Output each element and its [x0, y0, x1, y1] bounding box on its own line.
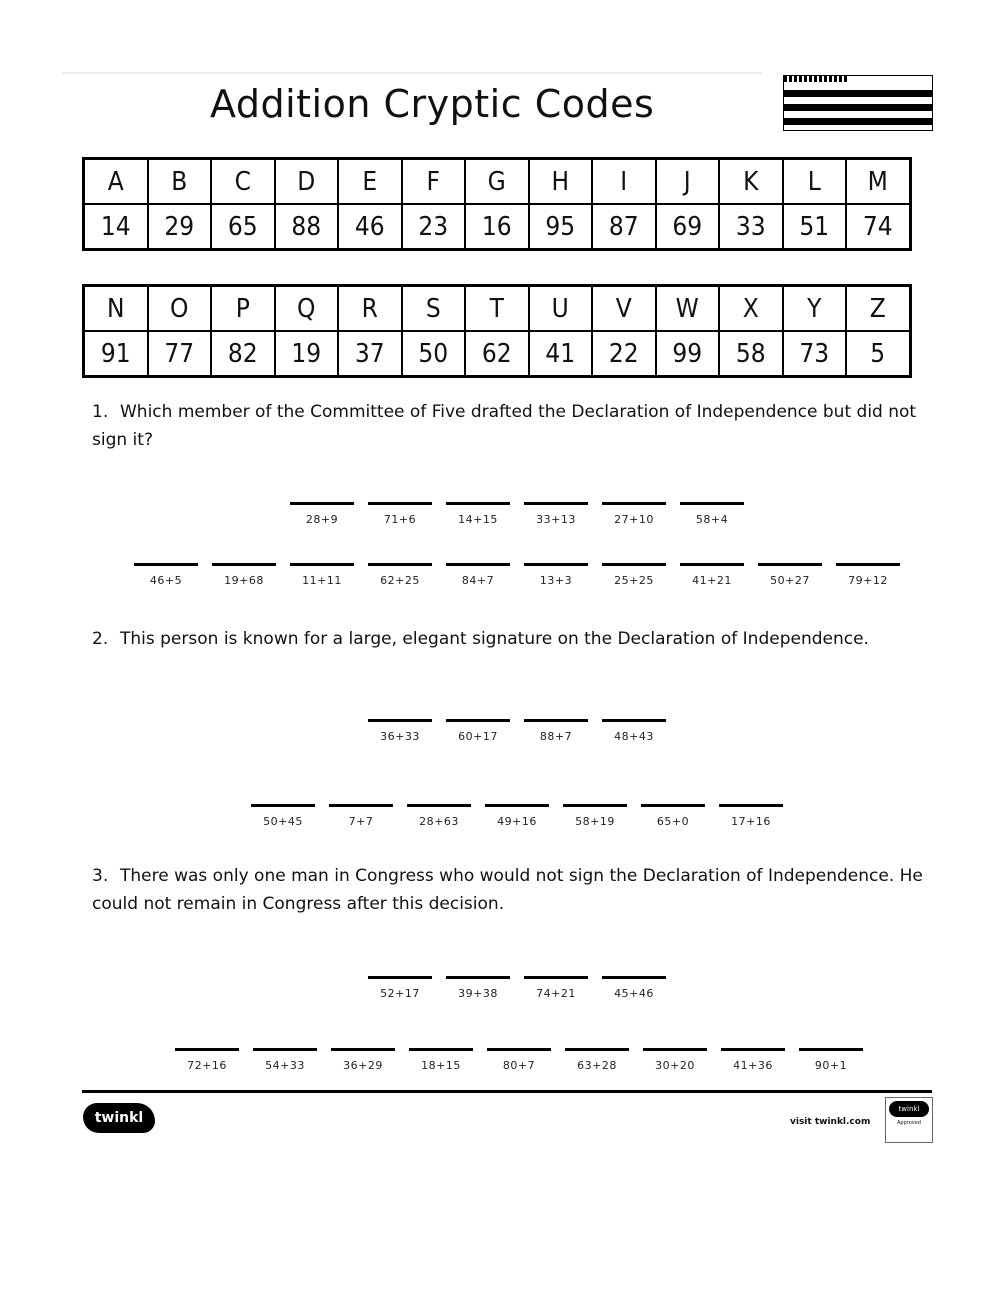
code-value: 77	[148, 331, 212, 377]
answer-line	[446, 502, 510, 505]
sum-clue: 28+63	[419, 815, 459, 828]
answer-blank[interactable]	[602, 719, 666, 743]
answer-line	[524, 563, 588, 566]
code-value: 14	[84, 204, 148, 250]
code-value: 91	[84, 331, 148, 377]
code-letter: D	[275, 159, 339, 205]
answer-line	[602, 719, 666, 722]
answer-blank[interactable]	[446, 502, 510, 526]
answer-blank[interactable]	[641, 804, 705, 828]
code-value: 95	[529, 204, 593, 250]
code-letter: W	[656, 286, 720, 332]
answer-blank[interactable]	[799, 1048, 863, 1072]
answer-blank[interactable]	[407, 804, 471, 828]
answer-line	[487, 1048, 551, 1051]
answer-row	[134, 563, 900, 587]
answer-line	[563, 804, 627, 807]
code-value: 99	[656, 331, 720, 377]
code-letter: M	[846, 159, 910, 205]
code-letter: P	[211, 286, 275, 332]
code-letter: V	[592, 286, 656, 332]
answer-line	[602, 976, 666, 979]
code-letter: F	[402, 159, 466, 205]
answer-line	[758, 563, 822, 566]
answer-blank[interactable]	[368, 502, 432, 526]
sum-clue: 50+27	[770, 574, 810, 587]
code-value: 19	[275, 331, 339, 377]
answer-line	[721, 1048, 785, 1051]
sum-clue: 28+9	[305, 513, 339, 526]
answer-blank[interactable]	[643, 1048, 707, 1072]
sum-clue: 60+17	[458, 730, 498, 743]
code-value: 50	[402, 331, 466, 377]
answer-blank[interactable]	[524, 563, 588, 587]
code-value: 88	[275, 204, 339, 250]
code-letter: I	[592, 159, 656, 205]
answer-blank[interactable]	[446, 563, 510, 587]
answer-line	[565, 1048, 629, 1051]
answer-blank[interactable]	[368, 976, 432, 1000]
sum-clue: 19+68	[224, 574, 264, 587]
answer-line	[251, 804, 315, 807]
answer-blank[interactable]	[485, 804, 549, 828]
sum-clue: 63+28	[577, 1059, 617, 1072]
answer-blank[interactable]	[524, 719, 588, 743]
sum-clue: 80+7	[502, 1059, 536, 1072]
answer-line	[368, 976, 432, 979]
code-value: 29	[148, 204, 212, 250]
code-letter: G	[465, 159, 529, 205]
answer-blank[interactable]	[409, 1048, 473, 1072]
answer-blank[interactable]	[602, 976, 666, 1000]
sum-clue: 30+20	[655, 1059, 695, 1072]
answer-row	[251, 804, 783, 828]
answer-line	[643, 1048, 707, 1051]
code-value: 33	[719, 204, 783, 250]
answer-line	[524, 976, 588, 979]
code-letter: X	[719, 286, 783, 332]
answer-line	[407, 804, 471, 807]
answer-line	[175, 1048, 239, 1051]
answer-line	[719, 804, 783, 807]
code-letter: J	[656, 159, 720, 205]
answer-blank[interactable]	[251, 804, 315, 828]
answer-line	[368, 563, 432, 566]
answer-blank[interactable]	[329, 804, 393, 828]
question-2: 2. This person is known for a large, elegant signature on the Declaration of Independence.	[92, 629, 869, 649]
answer-line	[134, 563, 198, 566]
answer-blank[interactable]	[758, 563, 822, 587]
sum-clue: 71+6	[383, 513, 417, 526]
code-value: 51	[783, 204, 847, 250]
sum-clue: 49+16	[497, 815, 537, 828]
code-letter: A	[84, 159, 148, 205]
answer-line	[485, 804, 549, 807]
sum-clue: 50+45	[263, 815, 303, 828]
code-value: 69	[656, 204, 720, 250]
sum-clue: 13+3	[539, 574, 573, 587]
sum-clue: 84+7	[461, 574, 495, 587]
code-value: 74	[846, 204, 910, 250]
code-letter: Q	[275, 286, 339, 332]
sum-clue: 11+11	[302, 574, 342, 587]
code-value: 58	[719, 331, 783, 377]
answer-line	[331, 1048, 395, 1051]
code-letter: C	[211, 159, 275, 205]
answer-blank[interactable]	[446, 719, 510, 743]
code-value: 22	[592, 331, 656, 377]
answer-blank[interactable]	[290, 502, 354, 526]
code-letter: N	[84, 286, 148, 332]
sum-clue: 14+15	[458, 513, 498, 526]
sum-clue: 46+5	[149, 574, 183, 587]
sum-clue: 7+7	[348, 815, 374, 828]
code-value: 73	[783, 331, 847, 377]
answer-line	[290, 502, 354, 505]
answer-blank[interactable]	[368, 563, 432, 587]
answer-line	[409, 1048, 473, 1051]
sum-clue: 36+29	[343, 1059, 383, 1072]
footer-divider	[82, 1090, 932, 1093]
code-letter: L	[783, 159, 847, 205]
sum-clue: 58+4	[695, 513, 729, 526]
answer-blank[interactable]	[175, 1048, 239, 1072]
code-value: 62	[465, 331, 529, 377]
sum-clue: 45+46	[614, 987, 654, 1000]
sum-clue: 72+16	[187, 1059, 227, 1072]
sum-clue: 65+0	[656, 815, 690, 828]
sum-clue: 58+19	[575, 815, 615, 828]
sum-clue: 41+36	[733, 1059, 773, 1072]
sum-clue: 74+21	[536, 987, 576, 1000]
twinkl-logo: twinkl	[83, 1103, 155, 1133]
answer-line	[602, 502, 666, 505]
answer-blank[interactable]	[563, 804, 627, 828]
answer-blank[interactable]	[719, 804, 783, 828]
sum-clue: 25+25	[614, 574, 654, 587]
code-table-n-z	[82, 284, 912, 378]
answer-row	[290, 502, 744, 526]
answer-line	[253, 1048, 317, 1051]
answer-blank[interactable]	[602, 563, 666, 587]
answer-line	[680, 563, 744, 566]
answer-blank[interactable]	[134, 563, 198, 587]
answer-line	[799, 1048, 863, 1051]
sum-clue: 39+38	[458, 987, 498, 1000]
code-value: 46	[338, 204, 402, 250]
sum-clue: 27+10	[614, 513, 654, 526]
answer-line	[641, 804, 705, 807]
answer-line	[602, 563, 666, 566]
answer-blank[interactable]	[253, 1048, 317, 1072]
sum-clue: 36+33	[380, 730, 420, 743]
answer-blank[interactable]	[680, 502, 744, 526]
code-value: 41	[529, 331, 593, 377]
answer-row	[175, 1048, 863, 1072]
answer-blank[interactable]	[836, 563, 900, 587]
sum-clue: 33+13	[536, 513, 576, 526]
answer-line	[680, 502, 744, 505]
sum-clue: 79+12	[848, 574, 888, 587]
us-flag-icon	[783, 75, 933, 131]
answer-blank[interactable]	[680, 563, 744, 587]
code-value: 87	[592, 204, 656, 250]
answer-blank[interactable]	[524, 976, 588, 1000]
sum-clue: 90+1	[814, 1059, 848, 1072]
top-divider	[62, 72, 762, 74]
question-1: 1. Which member of the Committee of Five drafted the Declaration of Independence but did not sign it?	[92, 402, 917, 450]
sum-clue: 17+16	[731, 815, 771, 828]
code-letter: E	[338, 159, 402, 205]
answer-blank[interactable]	[290, 563, 354, 587]
code-value: 16	[465, 204, 529, 250]
sum-clue: 62+25	[380, 574, 420, 587]
answer-blank[interactable]	[368, 719, 432, 743]
answer-line	[329, 804, 393, 807]
code-letter: B	[148, 159, 212, 205]
answer-line	[524, 502, 588, 505]
answer-row	[368, 719, 666, 743]
answer-line	[212, 563, 276, 566]
code-letter: Z	[846, 286, 910, 332]
answer-line	[446, 719, 510, 722]
code-table-a-m	[82, 157, 912, 251]
answer-blank[interactable]	[524, 502, 588, 526]
code-value: 82	[211, 331, 275, 377]
code-value: 37	[338, 331, 402, 377]
answer-blank[interactable]	[446, 976, 510, 1000]
code-letter: S	[402, 286, 466, 332]
code-letter: K	[719, 159, 783, 205]
answer-line	[368, 502, 432, 505]
sum-clue: 52+17	[380, 987, 420, 1000]
answer-line	[446, 563, 510, 566]
answer-row	[368, 976, 666, 1000]
sum-clue: 41+21	[692, 574, 732, 587]
sum-clue: 48+43	[614, 730, 654, 743]
sum-clue: 18+15	[421, 1059, 461, 1072]
website-link[interactable]: visit twinkl.com	[790, 1117, 871, 1127]
answer-line	[524, 719, 588, 722]
answer-blank[interactable]	[331, 1048, 395, 1072]
code-letter: U	[529, 286, 593, 332]
answer-line	[290, 563, 354, 566]
code-letter: T	[465, 286, 529, 332]
code-letter: O	[148, 286, 212, 332]
code-letter: H	[529, 159, 593, 205]
answer-line	[836, 563, 900, 566]
question-3: 3. There was only one man in Congress who would not sign the Declaration of Independence. He could not remain in Congress after this decision.	[92, 866, 923, 914]
code-value: 65	[211, 204, 275, 250]
code-value: 5	[846, 331, 910, 377]
sum-clue: 54+33	[265, 1059, 305, 1072]
answer-blank[interactable]	[721, 1048, 785, 1072]
code-letter: R	[338, 286, 402, 332]
answer-blank[interactable]	[212, 563, 276, 587]
answer-line	[368, 719, 432, 722]
answer-line	[446, 976, 510, 979]
code-letter: Y	[783, 286, 847, 332]
approved-badge-icon: twinkl Approved	[885, 1097, 933, 1143]
page-title: Addition Cryptic Codes	[210, 82, 655, 126]
answer-blank[interactable]	[565, 1048, 629, 1072]
sum-clue: 88+7	[539, 730, 573, 743]
answer-blank[interactable]	[487, 1048, 551, 1072]
answer-blank[interactable]	[602, 502, 666, 526]
code-value: 23	[402, 204, 466, 250]
